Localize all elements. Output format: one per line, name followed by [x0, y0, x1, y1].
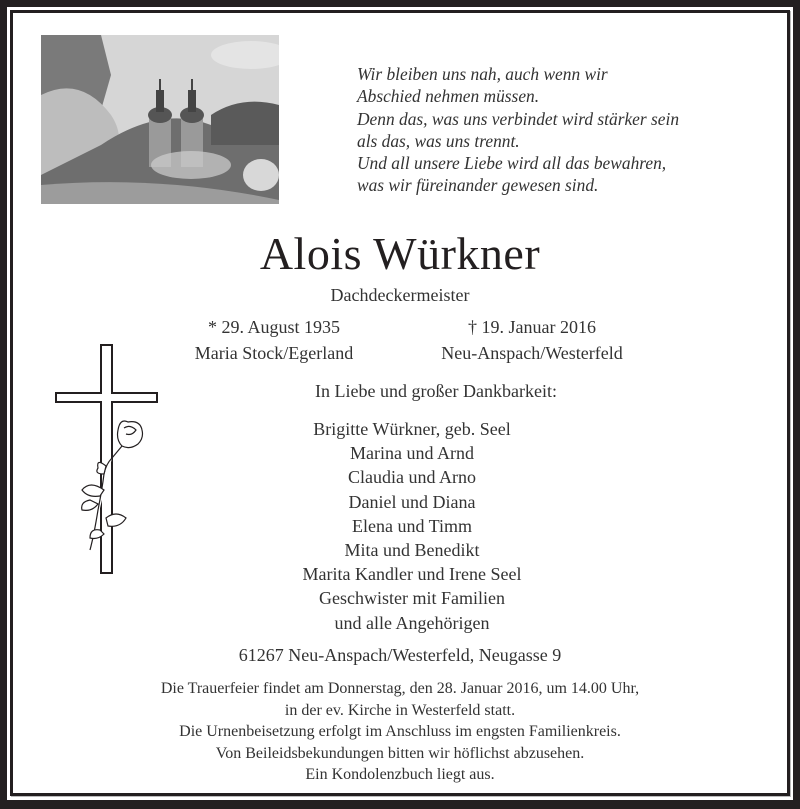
death-place: Neu-Anspach/Westerfeld: [441, 343, 623, 363]
cross-with-rose-icon: [50, 340, 160, 585]
deceased-profession: Dachdeckermeister: [330, 285, 470, 305]
birth-place: Maria Stock/Egerland: [194, 343, 354, 363]
death-date: † 19. Januar 2016: [468, 317, 596, 337]
mourner: Daniel und Diana: [348, 491, 476, 512]
mourner: Geschwister mit Familien: [319, 588, 505, 609]
mourner: Claudia und Arno: [348, 467, 476, 488]
church-landscape-photo: [41, 35, 279, 204]
notice-line: Die Urnenbeisetzung erfolgt im Anschluss im engsten Familienkreis.: [179, 723, 621, 741]
mourner: Brigitte Würkner, geb. Seel: [313, 419, 511, 439]
birth-date: * 29. August 1935: [207, 317, 340, 337]
notice-line: in der ev. Kirche in Westerfeld statt.: [284, 701, 516, 719]
poem-line: Und all unsere Liebe wird all das bewahren,: [357, 153, 667, 174]
deceased-name: Alois Würkner: [259, 228, 541, 279]
memorial-poem: [357, 63, 679, 197]
poem-line: was wir füreinander gewesen sind.: [357, 175, 599, 196]
poem-line: Abschied nehmen müssen.: [357, 86, 540, 107]
family-address: 61267 Neu-Anspach/Westerfeld, Neugasse 9: [238, 645, 562, 665]
birth-info: [168, 314, 380, 366]
funeral-notice: [0, 678, 800, 786]
poem-line: als das, was uns trennt.: [357, 130, 520, 151]
mourner: Mita und Benedikt: [344, 540, 480, 561]
mourner: Marina und Arnd: [350, 443, 474, 464]
mourner: Elena und Timm: [351, 515, 472, 536]
death-info: [412, 314, 652, 366]
mourners-list: [262, 417, 562, 635]
notice-line: Ein Kondolenzbuch liegt aus.: [305, 766, 495, 784]
notice-line: Von Beileidsbekundungen bitten wir höflichst abzusehen.: [215, 744, 585, 762]
mourner: Marita Kandler und Irene Seel: [302, 564, 522, 585]
poem-line: Denn das, was uns verbindet wird stärker sein: [357, 108, 680, 129]
thanks-line: In Liebe und großer Dankbarkeit:: [315, 381, 557, 401]
notice-line: Die Trauerfeier findet am Donnerstag, den 28. Januar 2016, um 14.00 Uhr,: [160, 680, 640, 697]
mourner: und alle Angehörigen: [334, 612, 490, 633]
poem-line: Wir bleiben uns nah, auch wenn wir: [357, 64, 608, 84]
